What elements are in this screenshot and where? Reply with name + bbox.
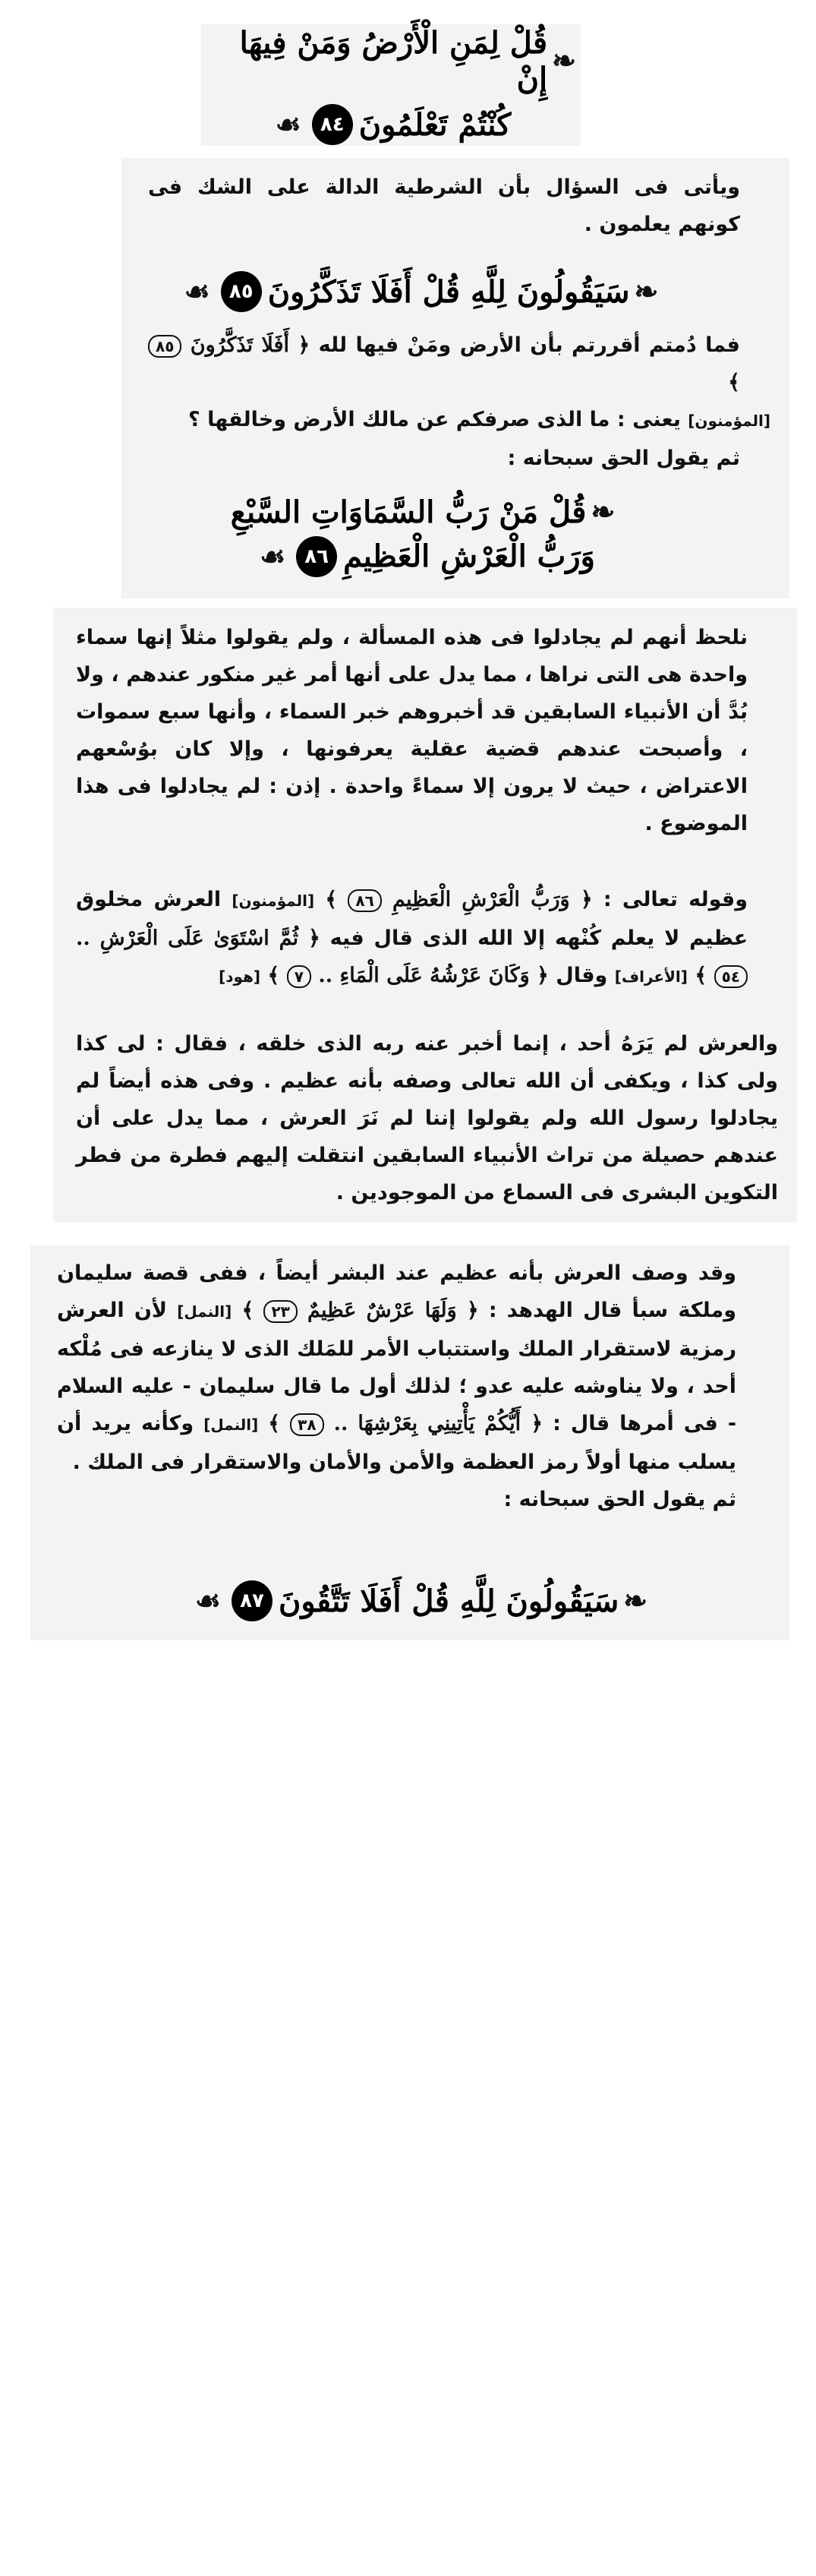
paragraph-2-line1 xyxy=(148,327,770,401)
verse-number-badge: ٨٥ xyxy=(221,271,262,312)
verse-87-text: سَيَقُولُونَ لِلَّهِ قُلْ أَفَلَا تَتَّقُونَ xyxy=(278,1583,619,1619)
verse-86-line2 xyxy=(255,536,595,577)
surah-reference: [النمل] xyxy=(203,1416,259,1434)
paragraph-5 xyxy=(76,1025,778,1211)
paragraph-6-mid: لأن العرش رمزية لاستقرار الملك واستتباب الأمر للمَلك الذى لا ينازعه فى مُلْكه أحد ، ولا يناوشه عليه عدو ؛ لذلك أول ما قال سليمان - عليه السلام - فى أمرها قال : xyxy=(57,1299,737,1435)
paragraph-4-lead: وقوله تعالى : xyxy=(603,888,748,911)
paragraph-4-text-2: وقال xyxy=(556,964,608,987)
verse-ref-number: ٨٥ xyxy=(148,335,181,358)
verse-85-text: سَيَقُولُونَ لِلَّهِ قُلْ أَفَلَا تَذَكَّرُونَ xyxy=(267,273,630,310)
verse-ref-number: ٢٣ xyxy=(263,1300,297,1323)
verse-ref-number: ٧ xyxy=(287,965,311,988)
quote-2: ثُمَّ اسْتَوَىٰ عَلَى الْعَرْشِ .. xyxy=(76,927,299,950)
verse-87-box xyxy=(175,1572,668,1630)
paragraph-2-line3: ثم يقول الحق سبحانه : xyxy=(507,447,740,470)
paragraph-6-text xyxy=(57,1255,767,1481)
paragraph-4 xyxy=(76,881,778,996)
quote-bracket-open: ﴿ xyxy=(537,964,549,987)
quote-bracket-close: ﴾ xyxy=(695,964,707,987)
quote-bracket-open: ﴿ xyxy=(466,1299,479,1322)
quote-bracket-close: ﴾ xyxy=(241,1299,254,1322)
paragraph-6 xyxy=(57,1255,767,1518)
ornament-icon: ❧ xyxy=(591,494,616,529)
verse-86-text-1: قُلْ مَنْ رَبُّ السَّمَاوَاتِ السَّبْعِ xyxy=(230,494,587,530)
ornament-icon: ❧ xyxy=(623,1583,648,1618)
verse-86-text-2: وَرَبُّ الْعَرْشِ الْعَظِيمِ xyxy=(343,538,595,574)
paragraph-6-closing: ثم يقول الحق سبحانه : xyxy=(503,1488,736,1511)
verse-number-badge: ٨٤ xyxy=(312,104,353,145)
verse-ref-number: ٣٨ xyxy=(290,1413,323,1436)
paragraph-5-text: والعرش لم يَرَهُ أحد ، إنما أخبر عنه ربه الذى خلقه ، فقال : لى كذا ولى كذا ، ويكفى أن الله تعالى وصفه بأنه عظيم . وفى هذه أيضاً لم يجادلوا رسول الله ولم يقولوا إننا لم نَرَ العرش ، مما يدل على أن عندهم حصيلة من تراث الأنبياء السابقين انتقلت إليهم فطرة من فطر التكوين البشرى فى السماع من الموجودين . xyxy=(76,1032,778,1204)
verse-84-line1 xyxy=(201,25,581,96)
quote-2: أَيُّكُمْ يَأْتِينِي بِعَرْشِهَا .. xyxy=(333,1412,521,1435)
verse-84-box xyxy=(201,24,581,146)
paragraph-6-end: وكأنه يريد أن يسلب منها أولاً رمز العظمة والأمن والأمان والاستقرار فى الملك . xyxy=(57,1412,736,1474)
paragraph-4-text-1: العرش مخلوق عظيم لا يعلم كُنْهه إلا الله الذى قال فيه xyxy=(76,888,748,950)
ornament-icon: ☙ xyxy=(260,538,286,573)
paragraph-3-text: نلحظ أنهم لم يجادلوا فى هذه المسألة ، ولم يقولوا مثلاً إنها سماء واحدة هى التى نراها ، مما يدل على أنها أمر غير منكور عندهم ، ولا بُدَّ أن الأنبياء السابقين قد أخبروهم خبر السماء ، وأنها سبع سموات ، وأصبحت عندهم قضية عقلية يعرفونها ، وإلا كان بوُسْعهم الاعتراض ، حيث لا يرون إلا سماءً واحدة . إذن : لم يجادلوا فى هذا الموضوع . xyxy=(76,626,748,835)
ornament-icon: ☙ xyxy=(184,274,210,308)
quote-bracket-open: ﴿ xyxy=(531,1412,543,1435)
paragraph-4-text xyxy=(76,881,778,996)
paragraph-3 xyxy=(76,619,778,842)
paragraph-1 xyxy=(148,169,770,243)
ornament-icon: ☙ xyxy=(194,1583,221,1618)
verse-85-box xyxy=(175,263,668,320)
verse-84-text-2: كُنْتُمْ تَعْلَمُونَ xyxy=(358,106,512,143)
verse-number-badge: ٨٧ xyxy=(232,1580,273,1621)
verse-number-badge: ٨٦ xyxy=(296,536,337,577)
verse-86-box xyxy=(190,478,660,592)
surah-reference: [النمل] xyxy=(177,1302,232,1321)
quote-bracket-close: ﴾ xyxy=(268,1412,281,1435)
quote-1: وَلَهَا عَرْشٌ عَظِيمٌ xyxy=(307,1299,457,1322)
ornament-icon: ☙ xyxy=(275,107,301,141)
verse-86-line1 xyxy=(231,494,620,530)
quote-1: وَرَبُّ الْعَرْشِ الْعَظِيمِ xyxy=(392,888,570,911)
quote-bracket-close: ﴾ xyxy=(267,964,280,987)
ornament-icon: ❧ xyxy=(552,43,576,77)
paragraph-1-text: ويأتى فى السؤال بأن الشرطية الدالة على الشك فى كونهم يعلمون . xyxy=(148,175,740,236)
paragraph-6-intro: وقد وصف العرش بأنه عظيم عند البشر أيضاً ، ففى قصة سليمان وملكة سبأ قال الهدهد : xyxy=(57,1261,736,1322)
quote-bracket-open: ﴿ xyxy=(580,888,593,911)
verse-84-line2 xyxy=(271,104,512,145)
paragraph-2-text-b: يعنى : ما الذى صرفكم عن مالك الأرض وخالقها ؟ xyxy=(188,408,681,431)
surah-reference: [المؤمنون] xyxy=(232,892,315,910)
quote-bracket-open: ﴿ xyxy=(298,333,310,357)
quote-text: أَفَلَا تَذَكَّرُونَ xyxy=(190,333,289,357)
paragraph-2-line2 xyxy=(148,401,770,440)
quote-3: وَكَانَ عَرْشُهُ عَلَى الْمَاءِ .. xyxy=(318,964,530,987)
quote-bracket-close: ﴾ xyxy=(325,888,338,911)
paragraph-2-text-a: فما دُمتم أقررتم بأن الأرض ومَنْ فيها لله xyxy=(318,333,740,357)
quote-bracket-close: ﴾ xyxy=(728,371,740,394)
verse-ref-number: ٥٤ xyxy=(714,965,748,988)
surah-reference: [المؤمنون] xyxy=(688,412,770,430)
surah-reference: [الأعراف] xyxy=(614,968,688,986)
verse-84-text-1: قُلْ لِمَنِ الْأَرْضُ وَمَنْ فِيهَا إِنْ xyxy=(239,25,548,96)
paragraph-2 xyxy=(148,327,770,477)
surah-reference: [هود] xyxy=(219,968,261,986)
ornament-icon: ❧ xyxy=(634,274,659,308)
quote-bracket-open: ﴿ xyxy=(307,927,320,950)
verse-ref-number: ٨٦ xyxy=(348,889,381,912)
